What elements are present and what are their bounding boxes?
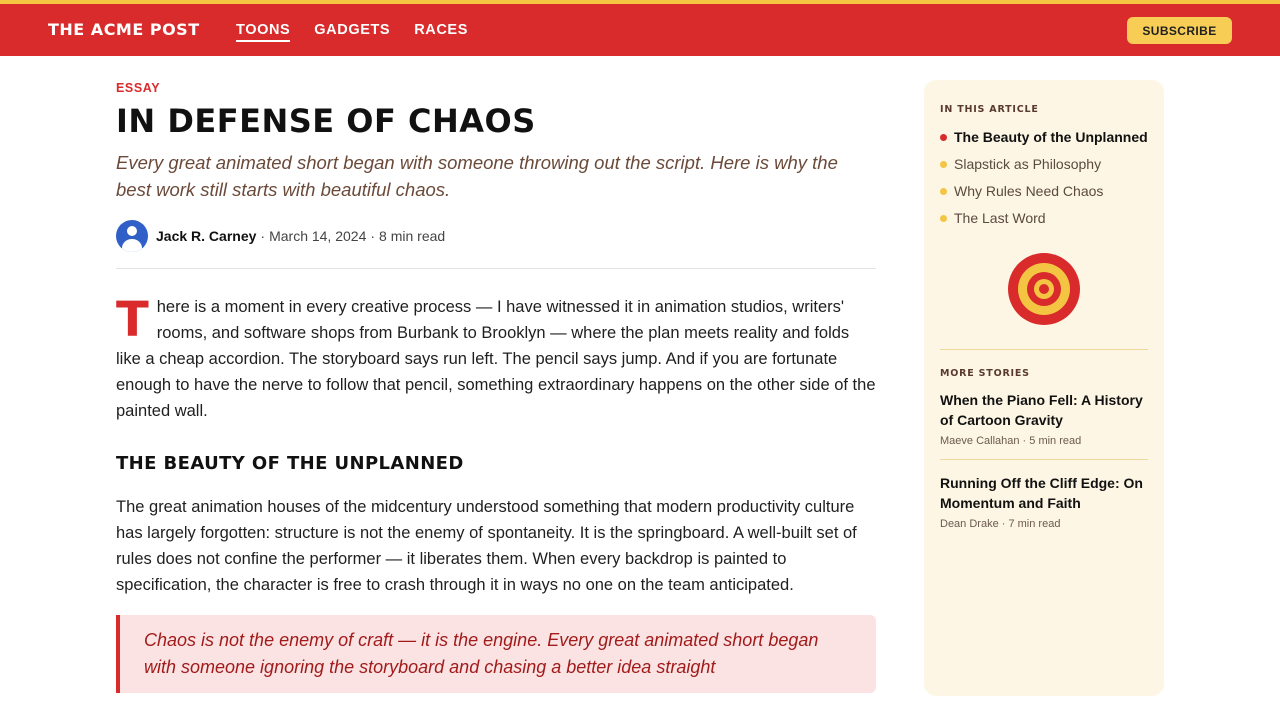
section-heading: THE BEAUTY OF THE UNPLANNED: [116, 453, 464, 474]
nav-item-gadgets[interactable]: GADGETS: [314, 22, 391, 38]
story-title[interactable]: Running Off the Cliff Edge: On Momentum and Faith: [940, 475, 1143, 511]
author-avatar-icon[interactable]: [116, 220, 148, 252]
article: [116, 56, 876, 696]
story-title[interactable]: When the Piano Fell: A History of Cartoon Gravity: [940, 392, 1143, 428]
article-kicker[interactable]: ESSAY: [116, 81, 161, 95]
bullet-dot-icon: [940, 188, 947, 195]
avatar-body: [122, 239, 142, 252]
toc-heading: IN THIS ARTICLE: [940, 104, 1039, 115]
toc-item-label: Slapstick as Philosophy: [954, 156, 1102, 172]
read-time: 8 min read: [379, 228, 446, 244]
top-nav-bar: [0, 0, 1280, 56]
byline-separator: ·: [370, 228, 376, 244]
bullet-dot-icon: [940, 161, 947, 168]
toc-item-label: The Last Word: [954, 210, 1046, 226]
toc-item[interactable]: [940, 182, 1148, 201]
toc-item[interactable]: [940, 209, 1148, 228]
article-title: IN DEFENSE OF CHAOS: [116, 102, 536, 140]
publish-date: March 14, 2024: [269, 228, 367, 244]
nav-item-races[interactable]: RACES: [414, 22, 468, 38]
author-name[interactable]: Jack R. Carney: [156, 228, 257, 244]
story-card[interactable]: [940, 391, 1148, 447]
subscribe-button[interactable]: SUBSCRIBE: [1127, 17, 1232, 44]
paragraph-text: here is a moment in every creative process — I have witnessed it in animation studios, writers' rooms, and software shops from Burbank to Brooklyn — where the plan meets reality and folds like a cheap accordion. The storyboard says run left. The pencil says jump. And if you are fortunate enough to have the nerve to follow that pencil, something extraordinary happens on the other side of the painted wall.: [116, 298, 876, 420]
more-stories-heading: MORE STORIES: [940, 368, 1030, 379]
story-meta: Dean Drake · 7 min read: [940, 518, 1061, 530]
story-meta: Maeve Callahan · 5 min read: [940, 435, 1082, 447]
main-nav: [236, 22, 468, 42]
target-icon: [1008, 253, 1080, 325]
byline-divider: [116, 268, 876, 269]
sidebar: [924, 80, 1164, 696]
article-paragraph: The great animation houses of the midcentury understood something that modern productivity culture has largely forgotten: structure is not the enemy of spontaneity. It is the springboard. A well-built set of rules does not confine the performer — it liberates them. When every backdrop is painted to specification, the character is free to crash through it in ways no one on the team anticipated.: [116, 498, 857, 594]
avatar-head: [127, 226, 137, 236]
bullet-dot-icon: [940, 134, 947, 141]
pull-quote: Chaos is not the enemy of craft — it is the engine. Every great animated short began with someone ignoring the storyboard and chasing a better idea straight: [116, 615, 876, 693]
toc-item[interactable]: [940, 128, 1148, 147]
table-of-contents: [940, 128, 1148, 228]
toc-item-label: Why Rules Need Chaos: [954, 183, 1104, 199]
story-card[interactable]: [940, 474, 1148, 530]
bullet-dot-icon: [940, 215, 947, 222]
toc-item-label: The Beauty of the Unplanned: [954, 129, 1148, 145]
article-paragraph: [116, 294, 876, 424]
toc-item[interactable]: [940, 155, 1148, 174]
article-dek: Every great animated short began with someone throwing out the script. Here is why the best work still starts with beautiful chaos.: [116, 152, 838, 200]
drop-cap: T: [116, 292, 149, 348]
story-divider: [940, 459, 1148, 460]
byline-separator: ·: [260, 228, 266, 244]
sidebar-divider: [940, 349, 1148, 350]
site-logo[interactable]: THE ACME POST: [48, 20, 200, 39]
byline: [116, 220, 876, 252]
nav-item-toons[interactable]: TOONS: [236, 22, 290, 42]
